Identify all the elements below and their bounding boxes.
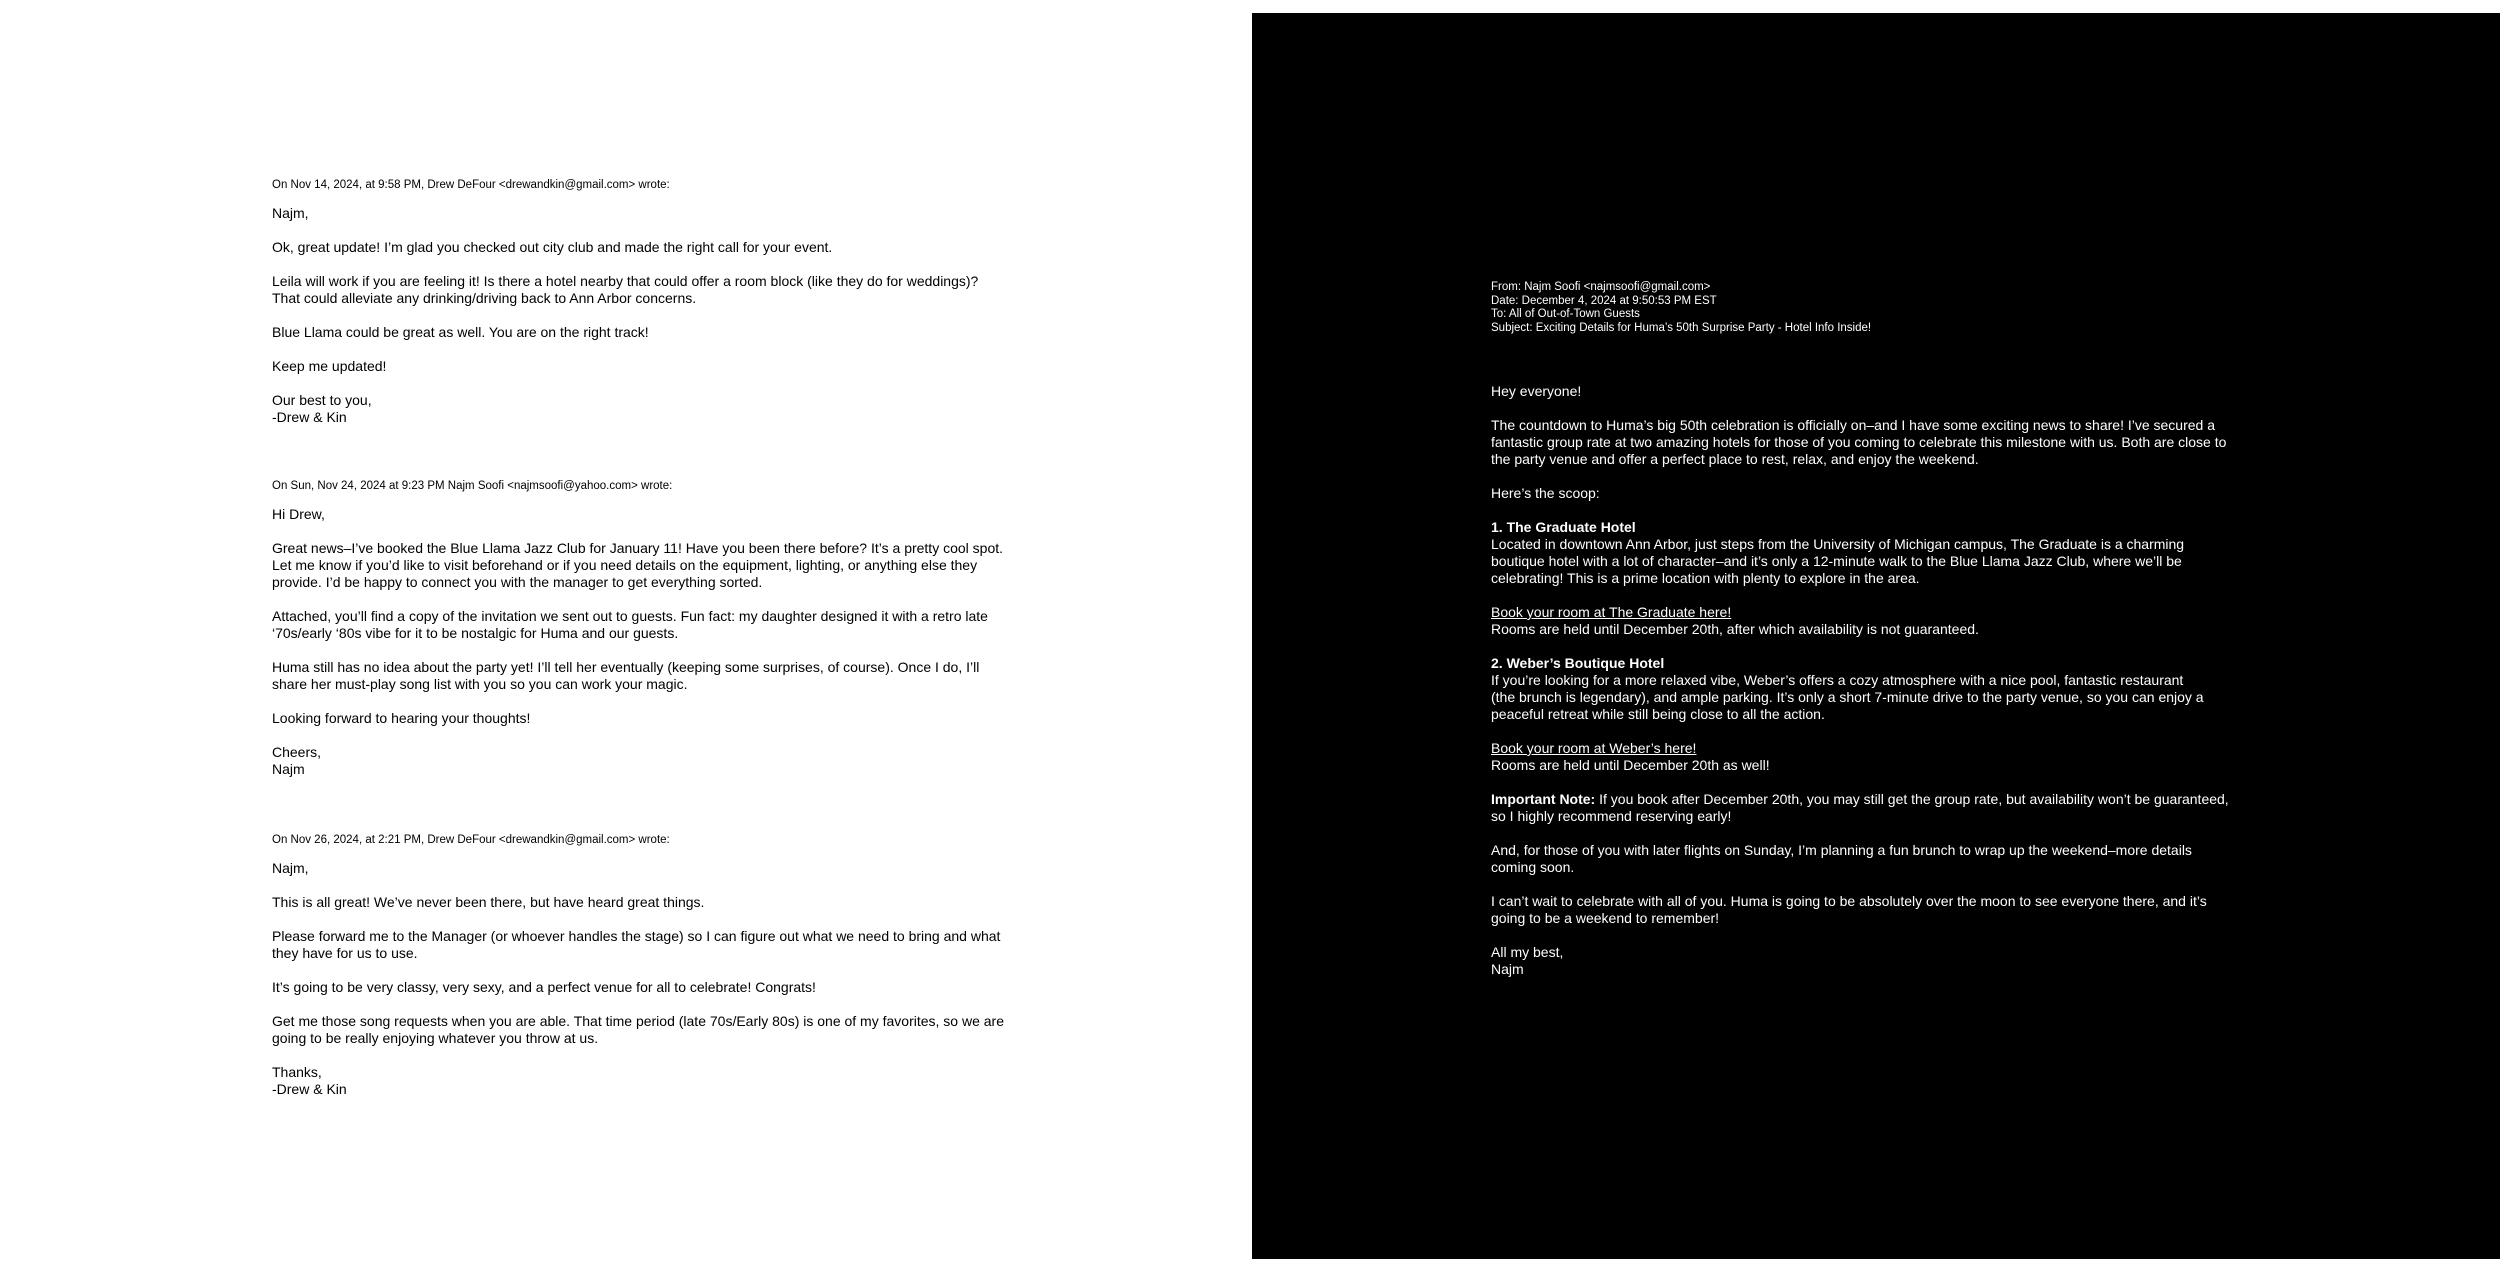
hotel-2-title: 2. Weber’s Boutique Hotel bbox=[1491, 655, 1665, 671]
message-line: they have for us to use. bbox=[272, 945, 418, 961]
hotel-1-section: 1. The Graduate Hotel Located in downtown Ann Arbor, just steps from the University of Michigan campus, The Graduate is a charming boutique hotel with a lot of character–and it’s only a 12-minute walk to the Blue Llama Jazz Club, where we’ll be celebrating! This is a prime location with plenty to explore in the area. bbox=[1491, 519, 2251, 587]
message-line: It’s going to be very classy, very sexy, and a perfect venue for all to celebrate! Congrats! bbox=[272, 979, 816, 995]
message-line: Najm, bbox=[272, 860, 309, 876]
message-line: provide. I’d be happy to connect you with the manager to get everything sorted. bbox=[272, 574, 763, 590]
closing-paragraph: I can’t wait to celebrate with all of you. Huma is going to be absolutely over the moon to see everyone there, and it’s going to be a weekend to remember! bbox=[1491, 893, 2207, 926]
message-line: Let me know if you’d like to visit beforehand or if you need details on the equipment, lighting, or anything else they bbox=[272, 557, 978, 573]
graduate-booking-link[interactable]: Book your room at The Graduate here! bbox=[1491, 604, 1732, 620]
message-line: Our best to you, bbox=[272, 392, 372, 408]
message-line: This is all great! We’ve never been there, but have heard great things. bbox=[272, 894, 705, 910]
signoff: All my best, Najm bbox=[1491, 944, 1564, 977]
message-line: Blue Llama could be great as well. You are on the right track! bbox=[272, 324, 649, 340]
message-paragraph bbox=[272, 324, 1032, 341]
hotel-2-note: Rooms are held until December 20th as well! bbox=[1491, 757, 1770, 773]
message-line: Cheers, bbox=[272, 744, 322, 760]
message-line: Please forward me to the Manager (or whoever handles the stage) so I can figure out what we need to bring and what bbox=[272, 928, 1001, 944]
message-paragraph bbox=[272, 1013, 1032, 1047]
message-line: Get me those song requests when you are able. That time period (late 70s/Early 80s) is one of my favorites, so we are bbox=[272, 1013, 1004, 1029]
message-paragraph bbox=[272, 1064, 1032, 1098]
message-line: Najm, bbox=[272, 205, 309, 221]
message-line: Great news–I’ve booked the Blue Llama Jazz Club for January 11! Have you been there before? It’s a pretty cool spot. bbox=[272, 540, 1004, 556]
thread-message-nov-26 bbox=[272, 833, 1032, 1098]
message-paragraph bbox=[272, 506, 1032, 523]
message-line: Keep me updated! bbox=[272, 358, 387, 374]
message-paragraph bbox=[272, 744, 1032, 778]
email-to: To: All of Out-of-Town Guests bbox=[1491, 308, 1640, 320]
hotel-1-booking bbox=[1491, 604, 2251, 638]
thread-message-nov-14 bbox=[272, 178, 1032, 426]
message-paragraph bbox=[272, 659, 1032, 693]
message-line: share her must-play song list with you so you can work your magic. bbox=[272, 676, 688, 692]
message-line: going to be really enjoying whatever you throw at us. bbox=[272, 1030, 599, 1046]
message-line: Huma still has no idea about the party yet! I’ll tell her eventually (keeping some surprises, of course). Once I do, I’ll bbox=[272, 659, 980, 675]
hotel-email-pane bbox=[1252, 13, 2500, 1259]
message-line: Attached, you’ll find a copy of the invitation we sent out to guests. Fun fact: my daughter designed it with a retro late bbox=[272, 608, 988, 624]
message-line: Najm bbox=[272, 761, 305, 777]
message-paragraph bbox=[272, 540, 1032, 591]
message-paragraph bbox=[272, 894, 1032, 911]
email-subject: Subject: Exciting Details for Huma’s 50th Surprise Party - Hotel Info Inside! bbox=[1491, 321, 1872, 334]
message-paragraph bbox=[272, 273, 1032, 307]
message-line: Hi Drew, bbox=[272, 506, 325, 522]
email-date: Date: December 4, 2024 at 9:50:53 PM EST bbox=[1491, 294, 1717, 307]
email-header bbox=[1491, 281, 2251, 335]
hotel-2-section: 2. Weber’s Boutique Hotel If you’re looking for a more relaxed vibe, Weber’s offers a cozy atmosphere with a nice pool, fantastic restaurant (the brunch is legendary), and ample parking. It’s only a short 7-minute drive to the party venue, so you can enjoy a peaceful retreat while still being close to all the action. bbox=[1491, 655, 2251, 723]
webers-booking-link[interactable]: Book your room at Weber’s here! bbox=[1491, 740, 1697, 756]
message-line: That could alleviate any drinking/driving back to Ann Arbor concerns. bbox=[272, 290, 697, 306]
message-meta: On Sun, Nov 24, 2024 at 9:23 PM Najm Soofi <najmsoofi@yahoo.com> wrote: bbox=[272, 480, 673, 492]
email-body bbox=[1491, 383, 2251, 978]
message-meta: On Nov 14, 2024, at 9:58 PM, Drew DeFour <drewandkin@gmail.com> wrote: bbox=[272, 179, 670, 191]
hotel-2-booking bbox=[1491, 740, 2251, 774]
brunch-paragraph: And, for those of you with later flights on Sunday, I’m planning a fun brunch to wrap up the weekend–more details coming soon. bbox=[1491, 842, 2192, 875]
message-paragraph bbox=[272, 608, 1032, 642]
message-paragraph bbox=[272, 928, 1032, 962]
message-line: Thanks, bbox=[272, 1064, 322, 1080]
message-paragraph bbox=[272, 358, 1032, 375]
greeting: Hey everyone! bbox=[1491, 383, 1582, 399]
email-from: From: Najm Soofi <najmsoofi@gmail.com> bbox=[1491, 281, 1711, 293]
important-note: Important Note: If you book after December 20th, you may still get the group rate, but availability won’t be guaranteed, so I highly recommend reserving early! bbox=[1491, 791, 2229, 824]
message-paragraph bbox=[272, 710, 1032, 727]
message-line: -Drew & Kin bbox=[272, 409, 347, 425]
scoop-line: Here’s the scoop: bbox=[1491, 485, 1600, 501]
intro-paragraph: The countdown to Huma’s big 50th celebration is officially on–and I have some exciting news to share! I’ve secured a fantastic group rate at two amazing hotels for those of you coming to celebrate this milestone with us. Both are close to the party venue and offer a perfect place to rest, relax, and enjoy the weekend. bbox=[1491, 417, 2227, 467]
hotel-1-note: Rooms are held until December 20th, after which availability is not guaranteed. bbox=[1491, 621, 1979, 637]
hotel-1-title: 1. The Graduate Hotel bbox=[1491, 519, 1636, 535]
message-meta: On Nov 26, 2024, at 2:21 PM, Drew DeFour <drewandkin@gmail.com> wrote: bbox=[272, 834, 670, 846]
message-line: -Drew & Kin bbox=[272, 1081, 347, 1097]
message-paragraph bbox=[272, 860, 1032, 877]
message-line: ‘70s/early ‘80s vibe for it to be nostalgic for Huma and our guests. bbox=[272, 625, 679, 641]
hotel-email bbox=[1491, 281, 2251, 995]
message-paragraph bbox=[272, 979, 1032, 996]
message-line: Ok, great update! I’m glad you checked out city club and made the right call for your event. bbox=[272, 239, 833, 255]
message-line: Looking forward to hearing your thoughts! bbox=[272, 710, 531, 726]
message-line: Leila will work if you are feeling it! Is there a hotel nearby that could offer a room block (like they do for weddings)? bbox=[272, 273, 979, 289]
message-paragraph bbox=[272, 392, 1032, 426]
message-paragraph bbox=[272, 239, 1032, 256]
important-label: Important Note: bbox=[1491, 791, 1596, 807]
message-paragraph bbox=[272, 205, 1032, 222]
thread-message-nov-24 bbox=[272, 479, 1032, 778]
